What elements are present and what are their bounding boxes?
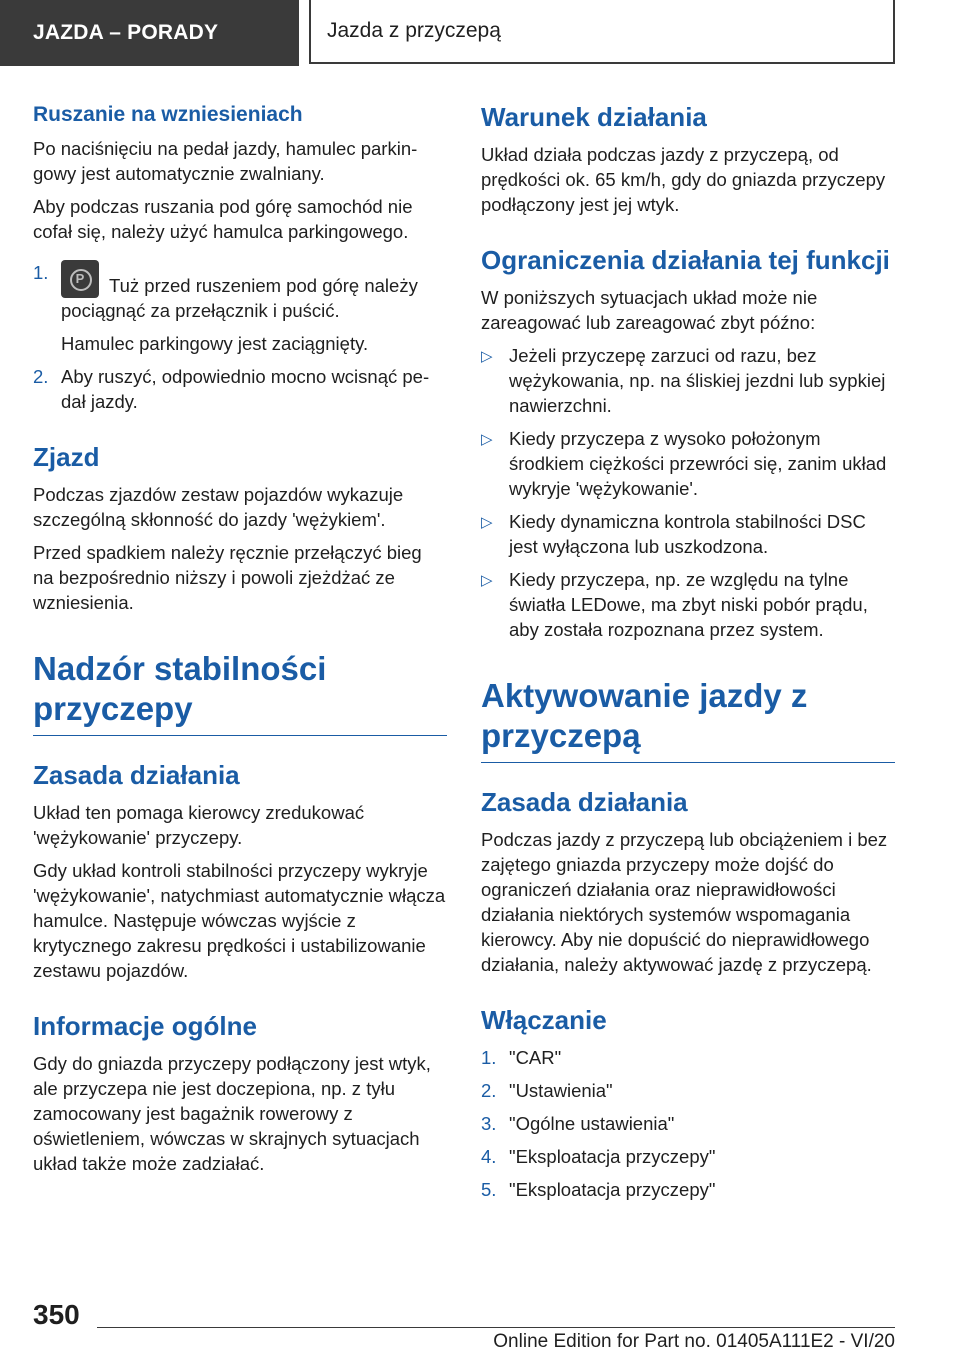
list-item: 3. "Ogólne ustawienia" [481, 1113, 675, 1134]
list-item: 1. "CAR" [481, 1047, 562, 1068]
steps-list [481, 1045, 895, 1202]
heading-principle: Zasada działania [481, 787, 688, 817]
list-item [33, 260, 447, 356]
left-column [33, 100, 447, 1184]
step-text: Aby ruszyć, odpowiednio mocno wcisnąć pe-dał jazdy. [61, 366, 430, 412]
section-tab: JAZDA – PORADY [0, 0, 299, 66]
heading-general-info: Informacje ogólne [33, 1011, 257, 1041]
triangle-bullet-icon: ▷ [481, 348, 493, 365]
list-item [33, 364, 447, 414]
heading-hill-start: Ruszanie na wzniesieniach [33, 103, 303, 126]
heading-downhill: Zjazd [33, 442, 100, 472]
paragraph: Po naciśnięciu na pedał jazdy, hamulec parkin-gowy jest automatycznie zwalniany. [33, 138, 418, 184]
step-number: 2. [33, 366, 49, 387]
parking-brake-icon-letter: P [75, 271, 85, 286]
paragraph: Układ ten pomaga kierowcy zredukować 'wężykowanie' przyczepy. [33, 802, 365, 848]
heading-limitations: Ograniczenia działania tej funkcji [481, 245, 890, 275]
limitations-list [481, 343, 895, 642]
list-item: 2. "Ustawienia" [481, 1080, 613, 1101]
footer-divider [97, 1327, 895, 1328]
list-item: ▷ Kiedy dynamiczna kontrola stabilności DSC jest wyłączona lub uszkodzona. [481, 511, 866, 557]
triangle-bullet-icon: ▷ [481, 431, 493, 448]
heading-principle: Zasada działania [33, 760, 240, 790]
step-text: Tuż przed ruszeniem pod górę należy pociągnąć za przełącznik i puścić. [61, 275, 418, 321]
step-number: 1. [33, 262, 49, 283]
chapter-tab: Jazda z przyczepą [309, 0, 895, 64]
paragraph: Aby podczas ruszania pod górę samochód nie cofał się, należy użyć hamulca parkingowego. [33, 196, 413, 242]
parking-brake-icon [61, 260, 99, 298]
heading-trailer-stability: Nadzór stabilności przyczepy [33, 649, 447, 736]
paragraph: Podczas zjazdów zestaw pojazdów wykazuje szczególną skłonność do jazdy 'wężykiem'. [33, 484, 404, 530]
paragraph: Układ działa podczas jazdy z przyczepą, od prędkości ok. 65 km/h, gdy do gniazda przyczepy podłączony jest jej wtyk. [481, 144, 886, 215]
paragraph: Przed spadkiem należy ręcznie przełączyć bieg na bezpośrednio niższy i powoli zjeżdżać ze wzniesienia. [33, 542, 422, 613]
page-header [0, 0, 960, 66]
page-number: 350 [33, 1299, 80, 1330]
heading-operating-condition: Warunek działania [481, 102, 707, 132]
list-item: 5. "Eksploatacja przyczepy" [481, 1179, 716, 1200]
list-item: ▷ Kiedy przyczepa z wysoko położonym środkiem ciężkości przewróci się, zanim układ wykryje 'wężykowanie'. [481, 428, 887, 499]
triangle-bullet-icon: ▷ [481, 514, 493, 531]
right-column [481, 100, 895, 1210]
heading-switch-on: Włączanie [481, 1005, 607, 1035]
step-subtext: Hamulec parkingowy jest zaciągnięty. [61, 333, 369, 354]
list-item: 4. "Eksploatacja przyczepy" [481, 1146, 716, 1167]
paragraph: Gdy do gniazda przyczepy podłączony jest wtyk, ale przyczepa nie jest doczepiona, np. z tyłu zamocowany jest bagażnik rowerowy z oświetleniem, wówczas w skrajnych sytuacjach układ także może zadziałać. [33, 1053, 431, 1174]
list-item: ▷ Kiedy przyczepa, np. ze względu na tylne światła LEDowe, ma zbyt niski pobór prądu, aby została rozpoznana przez system. [481, 569, 868, 640]
heading-activate-trailer-mode: Aktywowanie jazdy z przyczepą [481, 676, 895, 763]
steps-list [33, 260, 447, 414]
list-item: ▷ Jeżeli przyczepę zarzuci od razu, bez wężykowania, np. na śliskiej jezdni lub sypkiej nawierzchni. [481, 345, 886, 416]
edition-info: Online Edition for Part no. 01405A111E2 - VI/20 [493, 1331, 895, 1352]
paragraph: W poniższych sytuacjach układ może nie zareagować lub zareagować zbyt późno: [481, 287, 818, 333]
paragraph: Podczas jazdy z przyczepą lub obciążeniem i bez zajętego gniazda przyczepy może dojść do ograniczeń działania oraz nieprawidłowości działania niektórych systemów wspomagania kierowcy. Aby nie dopuścić do nieprawidłowego działania, należy aktywować jazdę z przyczepą. [481, 829, 888, 975]
triangle-bullet-icon: ▷ [481, 572, 493, 589]
paragraph: Gdy układ kontroli stabilności przyczepy wykryje 'wężykowanie', natychmiast automatycznie włącza hamulce. Następuje wówczas wyjście z krytycznego zakresu prędkości i ustabilizowanie zestawu pojazdów. [33, 860, 446, 981]
